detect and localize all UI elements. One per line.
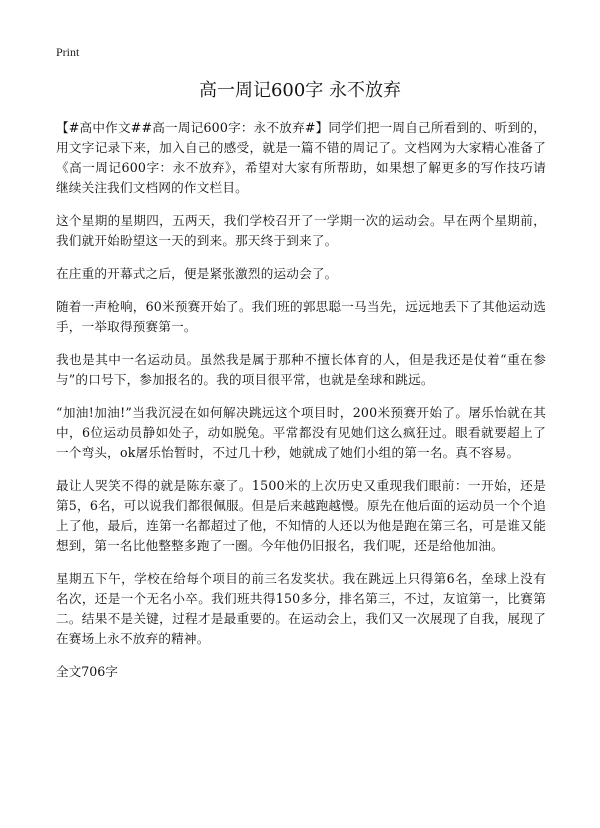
paragraph-intro: 【#高中作文##高一周记600字：永不放弃#】同学们把一周自己所看到的、听到的，用文字记录下来，加入自己的感受，就是一篇不错的周记了。文档网为大家精心准备了《高一周记600字：永不放弃》，希望对大家有所帮助，如果想了解更多的写作技巧请继续关注我们文档网的作文栏目。 bbox=[56, 120, 546, 195]
paragraph-1500m-race: 最让人哭笑不得的就是陈东豪了。1500米的上次历史又重现我们眼前：一开始，还是第5，6名，可以说我们都很佩服。但是后来越跑越慢。原先在他后面的运动员一个个追上了他，最后，连第一名都超过了他，不知情的人还以为他是跑在第三名，可是谁又能想到，第一名比他整整多跑了一圈。今年他仍旧报名，我们呢，还是给他加油。 bbox=[56, 478, 546, 553]
paragraph-awards: 星期五下午，学校在给每个项目的前三名发奖状。我在跳远上只得第6名，垒球上没有名次，还是一个无名小卒。我们班共得150多分，排名第三，不过，友谊第一，比赛第二。结果不是关键，过程才是最重要的。在运动会上，我们又一次展现了自我，展现了在赛场上永不放弃的精神。 bbox=[56, 571, 546, 646]
paragraph-participation: 我也是其中一名运动员。虽然我是属于那种不擅长体育的人，但是我还是仗着“重在参与”的口号下，参加报名的。我的项目很平常，也就是垒球和跳远。 bbox=[56, 352, 546, 387]
paragraph-opening: 在庄重的开幕式之后，便是紧张激烈的运动会了。 bbox=[56, 266, 338, 281]
article-title: 高一周记600字 永不放弃 bbox=[198, 80, 402, 101]
paragraph-200m-race: “加油!加油!”当我沉浸在如何解决跳远这个项目时，200米预赛开始了。屠乐怡就在其中，6位运动员静如处子，动如脱兔。平常都没有见她们这么疯狂过。眼看就要超上了一个弯头，ok屠乐怡暂时，不过几十秒，她就成了她们小组的第一名。真不容易。 bbox=[56, 405, 546, 460]
article-body bbox=[56, 118, 546, 682]
paragraph-sports-meet: 这个星期的星期四，五两天，我们学校召开了一学期一次的运动会。早在两个星期前，我们就开始盼望这一天的到来。那天终于到来了。 bbox=[56, 213, 546, 248]
paragraph-60m-race: 随着一声枪响，60米预赛开始了。我们班的郭思聪一马当先，远远地丢下了其他运动选手，一举取得预赛第一。 bbox=[56, 299, 546, 334]
word-count: 全文706字 bbox=[56, 664, 118, 679]
print-link[interactable]: Print bbox=[56, 45, 80, 59]
